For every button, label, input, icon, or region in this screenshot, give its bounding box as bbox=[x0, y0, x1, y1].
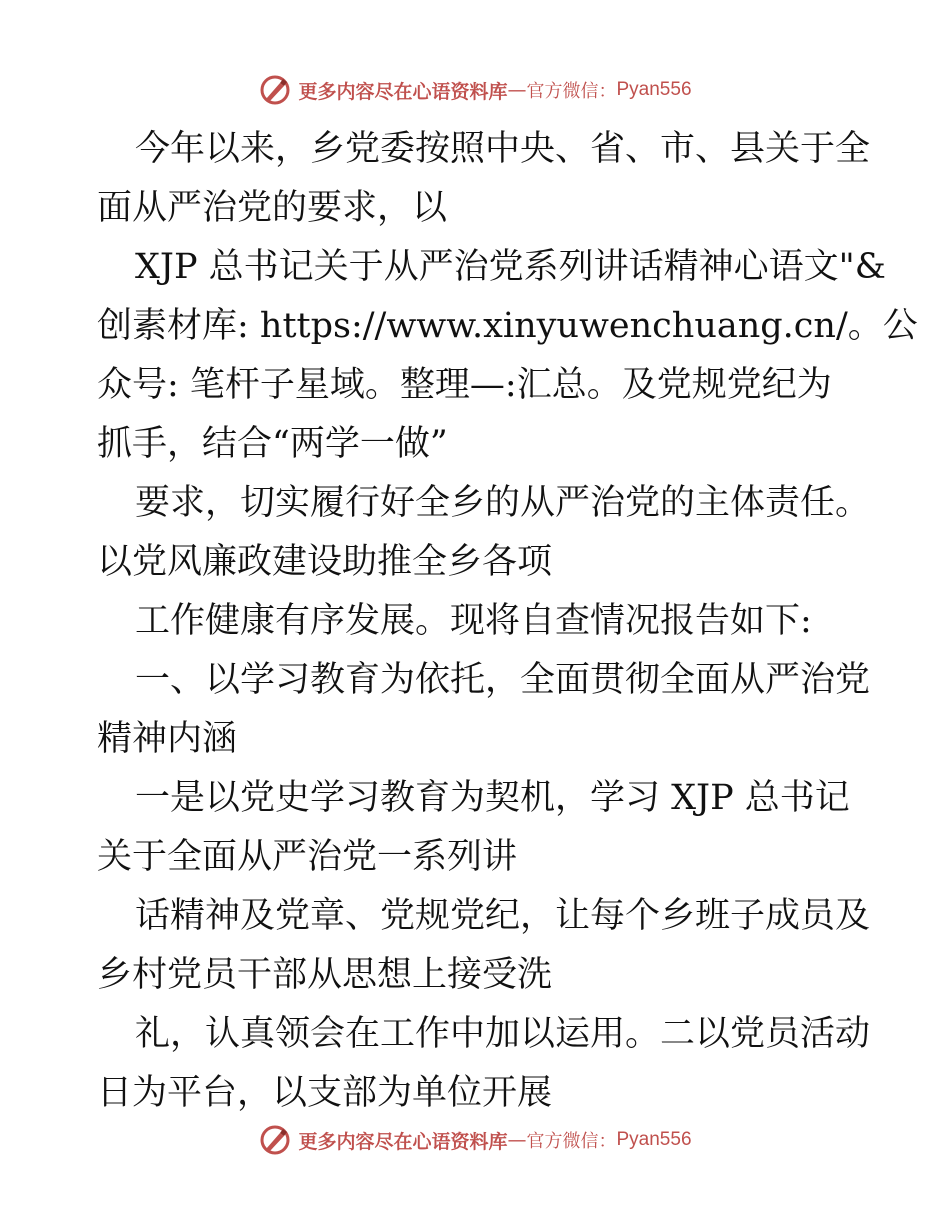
body-line: 要求，切实履行好全乡的从严治党的主体责任。 bbox=[135, 483, 871, 523]
pen-circle-logo-icon bbox=[258, 1123, 292, 1157]
body-line: 以党风廉政建设助推全乡各项 bbox=[97, 542, 553, 582]
body-line: XJP 总书记关于从严治党系列讲话精神心语文"& bbox=[135, 247, 886, 287]
header-banner bbox=[0, 70, 950, 110]
banner-wechat-id: Pyan556 bbox=[616, 1129, 692, 1150]
body-line: 乡村党员干部从思想上接受洗 bbox=[97, 955, 553, 995]
document-body bbox=[97, 120, 918, 1123]
banner-separator: — bbox=[507, 1129, 527, 1151]
banner-text: 更多内容尽在心语资料库 bbox=[298, 80, 508, 103]
body-line: 关于全面从严治党一系列讲 bbox=[97, 837, 518, 877]
body-line: 日为平台，以支部为单位开展 bbox=[97, 1073, 553, 1113]
section-heading: 一、以学习教育为依托，全面贯彻全面从严治党 bbox=[135, 660, 871, 700]
body-line: 工作健康有序发展。现将自查情况报告如下: bbox=[135, 601, 812, 641]
body-line: 众号: 笔杆子星域。整理—:汇总。及党规党纪为 bbox=[97, 365, 832, 405]
section-heading-continued: 精神内涵 bbox=[97, 719, 238, 759]
banner-wechat-label: 官方微信： bbox=[526, 81, 617, 102]
banner-wechat-id: Pyan556 bbox=[616, 79, 692, 100]
body-line: 面从严治党的要求，以 bbox=[97, 188, 448, 228]
body-line: 抓手，结合“两学一做” bbox=[97, 424, 448, 464]
pen-circle-logo-icon bbox=[258, 73, 292, 107]
body-line: 今年以来，乡党委按照中央、省、市、县关于全 bbox=[135, 129, 871, 169]
footer-banner bbox=[0, 1120, 950, 1160]
body-line: 创素材库: https://www.xinyuwenchuang.cn/。公 bbox=[97, 306, 918, 346]
body-line: 礼，认真领会在工作中加以运用。二以党员活动 bbox=[135, 1014, 871, 1054]
body-line: 话精神及党章、党规党纪，让每个乡班子成员及 bbox=[135, 896, 871, 936]
banner-text: 更多内容尽在心语资料库 bbox=[298, 1130, 508, 1153]
body-line: 一是以党史学习教育为契机，学习 XJP 总书记 bbox=[135, 778, 850, 818]
banner-wechat-label: 官方微信： bbox=[526, 1131, 617, 1152]
banner-separator: — bbox=[507, 79, 527, 101]
